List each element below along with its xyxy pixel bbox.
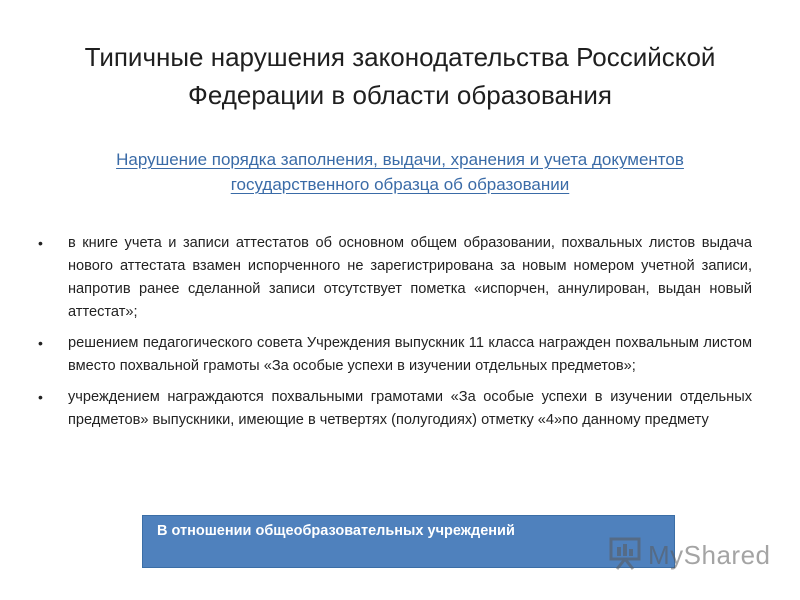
list-item	[38, 386, 752, 432]
bullet-marker: •	[38, 389, 43, 405]
watermark-text: MyShared	[648, 539, 771, 570]
bullet-text: в книге учета и записи аттестатов об основном общем образовании, похвальных листов выдача нового аттестата взамен испорченного не зарегистрирована за новым номером учетной записи, напротив ранее сделанной записи отсутствует пометка «испорчен, аннулирован, выдан новый аттестат»;	[68, 235, 752, 320]
list-item	[38, 332, 752, 378]
presentation-board-icon	[608, 535, 642, 576]
watermark	[608, 537, 771, 573]
bullet-text: решением педагогического совета Учреждения выпускник 11 класса награжден похвальным листом вместо похвальной грамоты «За особые успехи в изучении отдельных предметов»;	[68, 335, 752, 374]
subtitle-link-line-2[interactable]: государственного образца об образовании	[230, 175, 570, 194]
action-box-label: В отношении общеобразовательных учреждений	[157, 523, 515, 539]
title-line-1: Типичные нарушения законодательства Российской	[84, 42, 716, 72]
action-box[interactable]	[142, 515, 675, 568]
title-line-2: Федерации в области образования	[188, 80, 612, 110]
subtitle-link[interactable]	[40, 147, 760, 197]
subtitle-link-line-1[interactable]: Нарушение порядка заполнения, выдачи, хранения и учета документов	[116, 150, 684, 169]
bullet-marker: •	[38, 235, 43, 251]
bullet-text: учреждением награждаются похвальными грамотами «За особые успехи в изучении отдельных предметов» выпускники, имеющие в четвертях (полугодиях) отметку «4»по данному предмету	[68, 389, 752, 428]
bullet-marker: •	[38, 335, 43, 351]
bullet-list	[38, 232, 752, 440]
list-item	[38, 232, 752, 324]
slide-title	[40, 38, 760, 114]
